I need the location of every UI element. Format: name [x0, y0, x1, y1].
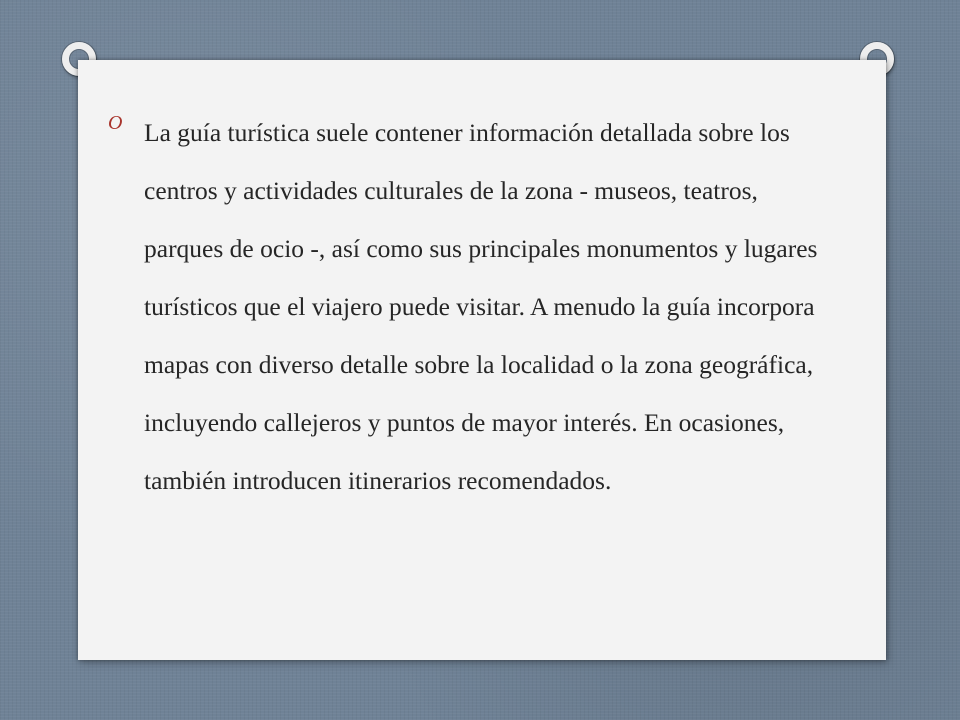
- slide-content: [108, 104, 838, 510]
- bullet-item: [108, 104, 838, 510]
- bullet-o-icon: O: [108, 112, 123, 134]
- bullet-text: La guía turística suele contener información detallada sobre los centros y actividades culturales de la zona - museos, teatros, parques de ocio -, así como sus principales monumentos y lugares turísticos que el viajero puede visitar. A menudo la guía incorpora mapas con diverso detalle sobre la localidad o la zona geográfica, incluyendo callejeros y puntos de mayor interés. En ocasiones, también introducen itinerarios recomendados.: [144, 118, 818, 495]
